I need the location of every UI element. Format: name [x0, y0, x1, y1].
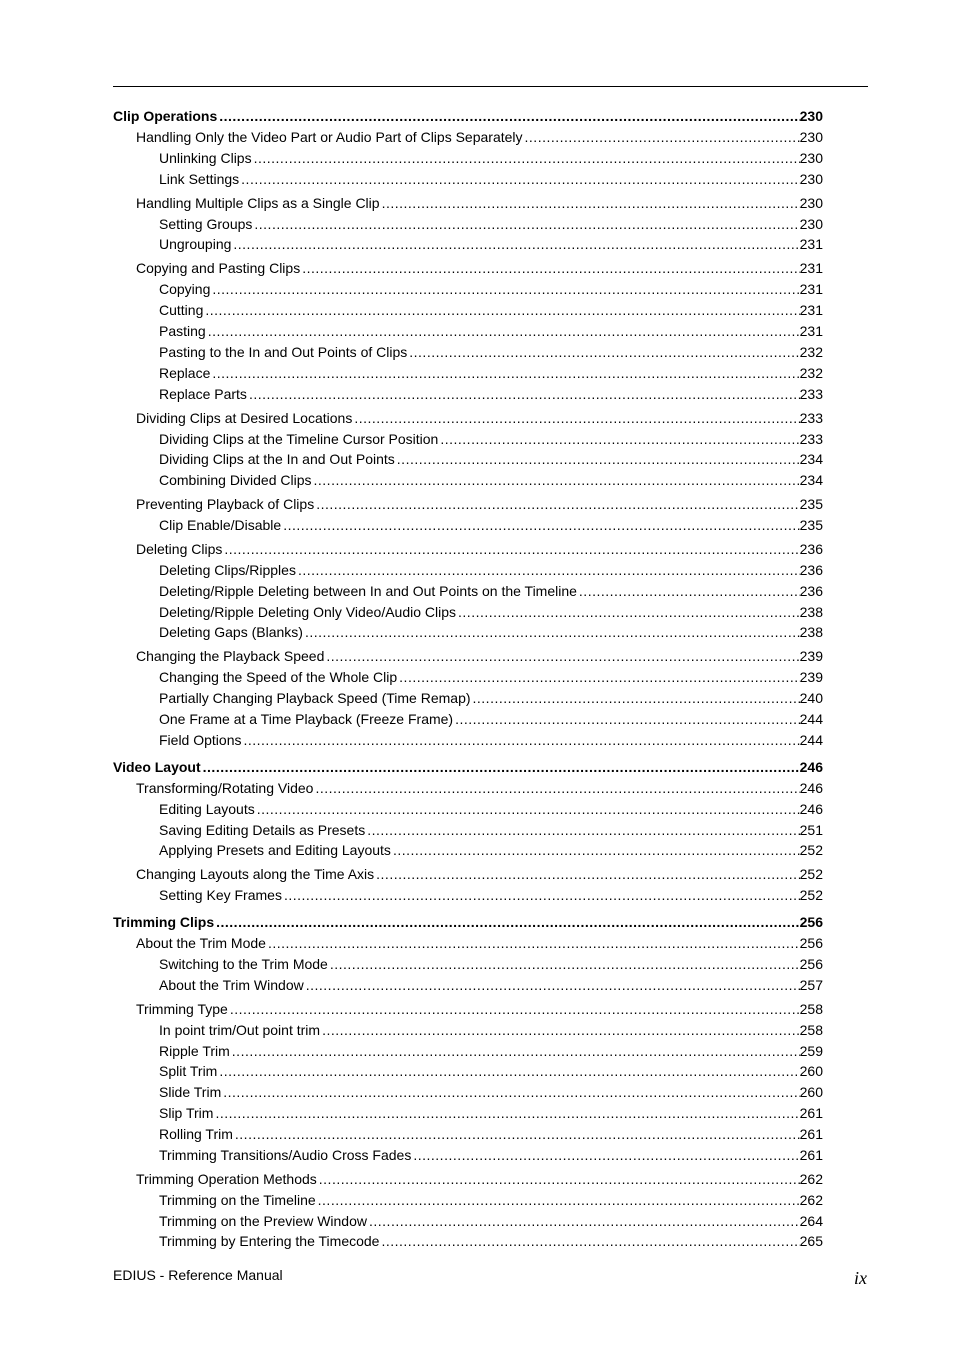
- toc-entry-page: 240: [799, 690, 823, 706]
- toc-entry-title: Ungrouping: [159, 236, 232, 252]
- dot-leader: [206, 323, 800, 339]
- toc-entry-title: Unlinking Clips: [159, 150, 252, 166]
- dot-leader: [247, 386, 800, 402]
- toc-entry-title: Pasting: [159, 323, 206, 339]
- toc-subsection[interactable]: [159, 382, 823, 402]
- toc-entry-page: 261: [799, 1147, 823, 1163]
- toc-subsection[interactable]: [159, 340, 823, 360]
- toc-section[interactable]: [136, 406, 823, 426]
- toc-entry-title: Slip Trim: [159, 1105, 214, 1121]
- toc-subsection[interactable]: [159, 513, 823, 533]
- toc-entry-title: Cutting: [159, 302, 204, 318]
- toc-entry-page: 234: [799, 472, 823, 488]
- toc-entry-title: Deleting Gaps (Blanks): [159, 624, 303, 640]
- dot-leader: [282, 887, 800, 903]
- toc-entry-page: 262: [799, 1192, 823, 1208]
- toc-entry-page: 264: [799, 1213, 823, 1229]
- toc-entry-page: 236: [799, 562, 823, 578]
- toc-entry-page: 236: [799, 583, 823, 599]
- toc-entry-title: Replace Parts: [159, 386, 247, 402]
- dot-leader: [266, 935, 800, 951]
- dot-leader: [391, 842, 800, 858]
- dot-leader: [379, 1233, 799, 1249]
- toc-entry-page: 230: [799, 129, 823, 145]
- toc-entry-title: Dividing Clips at Desired Locations: [136, 410, 353, 426]
- toc-subsection[interactable]: [159, 146, 823, 166]
- dot-leader: [255, 801, 800, 817]
- toc-subsection[interactable]: [159, 973, 823, 993]
- toc-entry-page: 260: [799, 1063, 823, 1079]
- dot-leader: [217, 108, 799, 124]
- toc-entry-page: 252: [799, 866, 823, 882]
- toc-entry-page: 239: [799, 648, 823, 664]
- toc-entry-title: Partially Changing Playback Speed (Time Remap): [159, 690, 471, 706]
- dot-leader: [213, 1105, 799, 1121]
- toc-chapter[interactable]: [113, 910, 823, 930]
- toc-entry-title: Handling Only the Video Part or Audio Part of Clips Separately: [136, 129, 523, 145]
- toc-section[interactable]: [136, 537, 823, 557]
- footer-page-number: ix: [854, 1268, 867, 1288]
- toc-entry-title: Link Settings: [159, 171, 240, 187]
- dot-leader: [577, 583, 800, 599]
- dot-leader: [230, 1043, 800, 1059]
- toc-entry-title: Preventing Playback of Clips: [136, 496, 315, 512]
- toc-subsection[interactable]: [159, 1122, 823, 1142]
- toc-entry-page: 232: [799, 365, 823, 381]
- dot-leader: [395, 451, 800, 467]
- toc-entry-page: 252: [799, 887, 823, 903]
- toc-entry-title: Clip Enable/Disable: [159, 517, 282, 533]
- dot-leader: [397, 669, 799, 685]
- toc-entry-title: Changing the Speed of the Whole Clip: [159, 669, 398, 685]
- toc-entry-page: 232: [799, 344, 823, 360]
- toc-subsection[interactable]: [159, 1143, 823, 1163]
- dot-leader: [411, 1147, 799, 1163]
- toc-subsection[interactable]: [159, 232, 823, 252]
- toc-entry-page: 230: [799, 216, 823, 232]
- dot-leader: [314, 496, 799, 512]
- toc-subsection[interactable]: [159, 361, 823, 381]
- toc-subsection[interactable]: [159, 447, 823, 467]
- dot-leader: [456, 604, 800, 620]
- toc-entry-page: 246: [799, 801, 823, 817]
- toc-entry-title: Handling Multiple Clips as a Single Clip: [136, 195, 380, 211]
- dot-leader: [312, 472, 800, 488]
- toc-subsection[interactable]: [159, 1229, 823, 1249]
- toc-entry-page: 244: [799, 732, 823, 748]
- toc-entry-title: Trimming by Entering the Timecode: [159, 1233, 380, 1249]
- dot-leader: [328, 956, 800, 972]
- toc-entry-title: About the Trim Window: [159, 977, 304, 993]
- toc-entry-page: 239: [799, 669, 823, 685]
- toc-entry-page: 256: [799, 914, 823, 930]
- toc-subsection[interactable]: [159, 1039, 823, 1059]
- toc-entry-page: 259: [799, 1043, 823, 1059]
- dot-leader: [313, 780, 799, 796]
- toc-subsection[interactable]: [159, 818, 823, 838]
- toc-entry-page: 231: [799, 323, 823, 339]
- toc-subsection[interactable]: [159, 1188, 823, 1208]
- toc-section[interactable]: [136, 644, 823, 664]
- dot-leader: [407, 344, 799, 360]
- dot-leader: [365, 822, 799, 838]
- toc-entry-page: 261: [799, 1105, 823, 1121]
- toc-entry-title: Setting Groups: [159, 216, 253, 232]
- toc-entry-title: Rolling Trim: [159, 1126, 233, 1142]
- dot-leader: [316, 1192, 800, 1208]
- toc-subsection[interactable]: [159, 298, 823, 318]
- toc-entry-page: 257: [799, 977, 823, 993]
- toc-entry-page: 256: [799, 935, 823, 951]
- toc-entry-title: Trimming Transitions/Audio Cross Fades: [159, 1147, 412, 1163]
- toc-entry-title: Copying: [159, 281, 211, 297]
- toc-entry-page: 252: [799, 842, 823, 858]
- toc-subsection[interactable]: [159, 1101, 823, 1121]
- toc-entry-title: Combining Divided Clips: [159, 472, 312, 488]
- dot-leader: [352, 410, 799, 426]
- toc-entry-page: 230: [799, 171, 823, 187]
- toc-subsection[interactable]: [159, 600, 823, 620]
- header-rule: [113, 86, 868, 87]
- toc-subsection[interactable]: [159, 838, 823, 858]
- toc-subsection[interactable]: [159, 665, 823, 685]
- toc-entry-title: Video Layout: [113, 759, 201, 775]
- toc-subsection[interactable]: [159, 952, 823, 972]
- dot-leader: [320, 1022, 800, 1038]
- dot-leader: [438, 431, 799, 447]
- toc-entry-title: Trimming Type: [136, 1001, 228, 1017]
- toc-entry-title: One Frame at a Time Playback (Freeze Frame): [159, 711, 454, 727]
- toc-entry-title: Setting Key Frames: [159, 887, 282, 903]
- toc-entry-page: 231: [799, 281, 823, 297]
- toc-entry-page: 231: [799, 236, 823, 252]
- toc-entry-page: 251: [799, 822, 823, 838]
- toc-entry-title: Saving Editing Details as Presets: [159, 822, 366, 838]
- toc-subsection[interactable]: [159, 883, 823, 903]
- toc-entry-title: Field Options: [159, 732, 242, 748]
- dot-leader: [324, 648, 799, 664]
- toc-section[interactable]: [136, 997, 823, 1017]
- toc-entry-title: Changing the Playback Speed: [136, 648, 325, 664]
- toc-subsection[interactable]: [159, 558, 823, 578]
- toc-subsection[interactable]: [159, 212, 823, 232]
- dot-leader: [317, 1171, 800, 1187]
- toc-entry-page: 244: [799, 711, 823, 727]
- toc-entry-page: 235: [799, 496, 823, 512]
- toc-entry-title: Slide Trim: [159, 1084, 222, 1100]
- toc-entry-page: 258: [799, 1022, 823, 1038]
- toc-entry-title: Clip Operations: [113, 108, 218, 124]
- dot-leader: [214, 914, 800, 930]
- toc-entry-title: In point trim/Out point trim: [159, 1022, 321, 1038]
- toc-entry-page: 256: [799, 956, 823, 972]
- dot-leader: [252, 216, 799, 232]
- dot-leader: [217, 1063, 799, 1079]
- toc-entry-page: 230: [799, 108, 823, 124]
- toc-section[interactable]: [136, 931, 823, 951]
- toc-entry-page: 260: [799, 1084, 823, 1100]
- toc-entry-page: 233: [799, 431, 823, 447]
- toc-subsection[interactable]: [159, 1209, 823, 1229]
- toc-entry-page: 262: [799, 1171, 823, 1187]
- toc-subsection[interactable]: [159, 277, 823, 297]
- dot-leader: [210, 365, 799, 381]
- dot-leader: [221, 1084, 799, 1100]
- toc-entry-title: Dividing Clips at the In and Out Points: [159, 451, 395, 467]
- toc-subsection[interactable]: [159, 620, 823, 640]
- toc-entry-title: Split Trim: [159, 1063, 218, 1079]
- dot-leader: [203, 302, 799, 318]
- toc-entry-title: Deleting/Ripple Deleting between In and Out Points on the Timeline: [159, 583, 577, 599]
- toc-section[interactable]: [136, 256, 823, 276]
- dot-leader: [303, 624, 800, 640]
- toc-subsection[interactable]: [159, 468, 823, 488]
- dot-leader: [380, 195, 800, 211]
- toc-entry-page: 233: [799, 410, 823, 426]
- footer-title: EDIUS - Reference Manual: [113, 1267, 283, 1283]
- toc-entry-title: Switching to the Trim Mode: [159, 956, 328, 972]
- dot-leader: [222, 541, 799, 557]
- toc-subsection[interactable]: [159, 1059, 823, 1079]
- dot-leader: [453, 711, 800, 727]
- toc-section[interactable]: [136, 191, 823, 211]
- dot-leader: [523, 129, 800, 145]
- dot-leader: [241, 732, 799, 748]
- dot-leader: [233, 1126, 800, 1142]
- toc-entry-page: 231: [799, 302, 823, 318]
- dot-leader: [300, 260, 799, 276]
- toc-entry-title: Trimming on the Preview Window: [159, 1213, 367, 1229]
- toc-subsection[interactable]: [159, 1018, 823, 1038]
- toc-entry-title: Deleting Clips/Ripples: [159, 562, 296, 578]
- toc-entry-page: 230: [799, 195, 823, 211]
- toc-entry-page: 238: [799, 604, 823, 620]
- toc-entry-title: Trimming on the Timeline: [159, 1192, 316, 1208]
- toc-section[interactable]: [136, 492, 823, 512]
- toc-entry-page: 246: [799, 780, 823, 796]
- toc-section[interactable]: [136, 776, 823, 796]
- toc-entry-title: Transforming/Rotating Video: [136, 780, 314, 796]
- dot-leader: [471, 690, 800, 706]
- toc-chapter[interactable]: [113, 755, 823, 775]
- dot-leader: [201, 759, 800, 775]
- dot-leader: [252, 150, 800, 166]
- toc-subsection[interactable]: [159, 707, 823, 727]
- toc-entry-title: About the Trim Mode: [136, 935, 266, 951]
- dot-leader: [296, 562, 800, 578]
- toc-subsection[interactable]: [159, 319, 823, 339]
- toc-entry-title: Dividing Clips at the Timeline Cursor Position: [159, 431, 439, 447]
- toc-subsection[interactable]: [159, 686, 823, 706]
- toc-entry-page: 258: [799, 1001, 823, 1017]
- toc-section[interactable]: [136, 125, 823, 145]
- toc-entry-title: Trimming Clips: [113, 914, 215, 930]
- dot-leader: [374, 866, 799, 882]
- dot-leader: [210, 281, 799, 297]
- toc-section[interactable]: [136, 862, 823, 882]
- toc-entry-title: Changing Layouts along the Time Axis: [136, 866, 375, 882]
- toc-subsection[interactable]: [159, 167, 823, 187]
- toc-section[interactable]: [136, 1167, 823, 1187]
- toc-subsection[interactable]: [159, 1080, 823, 1100]
- dot-leader: [239, 171, 799, 187]
- toc-subsection[interactable]: [159, 797, 823, 817]
- toc-entry-title: Replace: [159, 365, 211, 381]
- toc-subsection[interactable]: [159, 728, 823, 748]
- toc-entry-title: Pasting to the In and Out Points of Clips: [159, 344, 408, 360]
- toc-entry-page: 233: [799, 386, 823, 402]
- toc-entry-title: Deleting Clips: [136, 541, 223, 557]
- toc-entry-page: 265: [799, 1233, 823, 1249]
- toc-chapter[interactable]: [113, 104, 823, 124]
- toc-entry-page: 234: [799, 451, 823, 467]
- toc-entry-title: Copying and Pasting Clips: [136, 260, 301, 276]
- dot-leader: [367, 1213, 800, 1229]
- dot-leader: [281, 517, 799, 533]
- toc-entry-title: Trimming Operation Methods: [136, 1171, 317, 1187]
- toc-entry-page: 261: [799, 1126, 823, 1142]
- dot-leader: [228, 1001, 800, 1017]
- toc-entry-page: 230: [799, 150, 823, 166]
- toc-entry-title: Applying Presets and Editing Layouts: [159, 842, 391, 858]
- toc-entry-title: Editing Layouts: [159, 801, 255, 817]
- toc-subsection[interactable]: [159, 427, 823, 447]
- toc-entry-page: 236: [799, 541, 823, 557]
- toc-entry-page: 238: [799, 624, 823, 640]
- toc-entry-page: 246: [799, 759, 823, 775]
- dot-leader: [231, 236, 799, 252]
- toc-entry-title: Ripple Trim: [159, 1043, 230, 1059]
- toc-entry-page: 235: [799, 517, 823, 533]
- toc-entry-title: Deleting/Ripple Deleting Only Video/Audio Clips: [159, 604, 457, 620]
- toc-entry-page: 231: [799, 260, 823, 276]
- dot-leader: [304, 977, 800, 993]
- toc-subsection[interactable]: [159, 579, 823, 599]
